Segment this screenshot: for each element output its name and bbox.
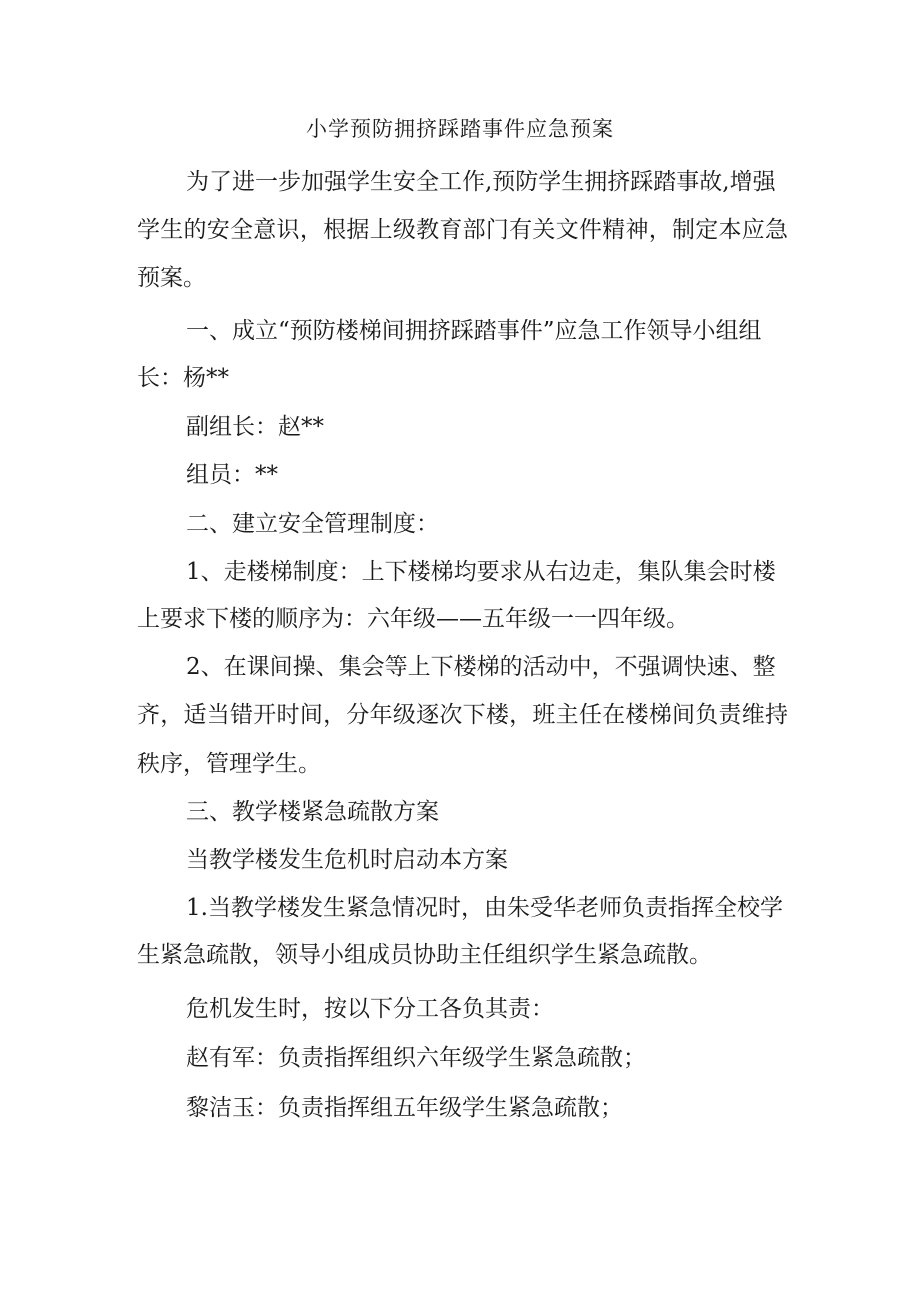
paragraph-line: 长：杨**: [137, 365, 229, 391]
paragraph-line: 齐，适当错开时间，分年级逐次下楼，班主任在楼梯间负责维持: [137, 702, 788, 728]
paragraph-line: 黎洁玉：负责指挥组五年级学生紧急疏散；: [186, 1095, 623, 1121]
section-heading: 三、教学楼紧急疏散方案: [186, 799, 439, 825]
paragraph-line: 为了进一步加强学生安全工作,预防学生拥挤踩踏事故,增强: [186, 169, 776, 195]
section-heading: 二、建立安全管理制度：: [186, 511, 439, 537]
paragraph-line: 生紧急疏散，领导小组成员协助主任组织学生紧急疏散。: [137, 942, 712, 968]
paragraph-line: 2、在课间操、集会等上下楼梯的活动中，不强调快速、整: [186, 654, 776, 680]
paragraph-line: 赵有军：负责指挥组织六年级学生紧急疏散；: [186, 1045, 646, 1071]
paragraph-line: 危机发生时，按以下分工各负其责：: [186, 996, 554, 1022]
paragraph-line: 1.当教学楼发生紧急情况时，由朱受华老师负责指挥全校学: [186, 895, 783, 921]
paragraph-line: 副组长：赵**: [186, 414, 324, 440]
paragraph-line: 上要求下楼的顺序为：六年级——五年级一一四年级。: [137, 606, 689, 632]
paragraph-line: 当教学楼发生危机时启动本方案: [186, 847, 508, 873]
document-title: 小学预防拥挤踩踏事件应急预案: [306, 117, 614, 141]
paragraph-line: 组员：**: [186, 462, 278, 488]
section-heading: 一、成立“预防楼梯间拥挤踩踏事件”应急工作领导小组组: [186, 318, 762, 344]
paragraph-line: 1、走楼梯制度：上下楼梯均要求从右边走，集队集会时楼: [186, 559, 776, 585]
paragraph-line: 学生的安全意识，根据上级教育部门有关文件精神，制定本应急: [137, 217, 788, 243]
paragraph-line: 秩序，管理学生。: [137, 751, 321, 777]
paragraph-line: 预案。: [137, 265, 206, 291]
